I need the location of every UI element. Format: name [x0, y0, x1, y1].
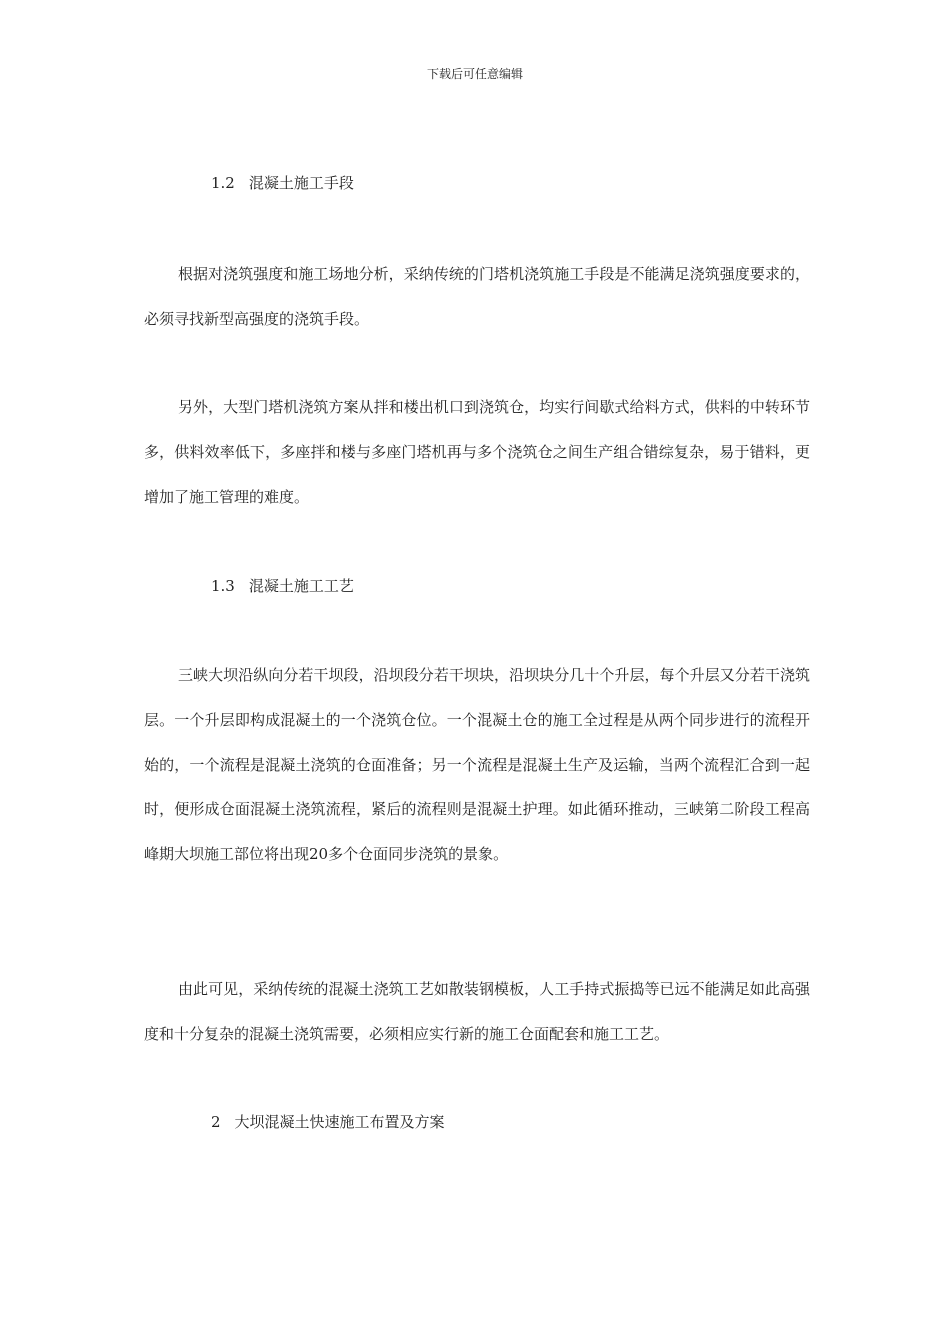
- paragraph-tower-crane-scheme: 另外，大型门塔机浇筑方案从拌和楼出机口到浇筑仓，均实行间歇式给料方式，供料的中转环节多，供料效率低下，多座拌和楼与多座门塔机再与多个浇筑仓之间生产组合错综复杂，易于错料，更增加了施工管理的难度。: [144, 398, 810, 506]
- section-heading-2: [211, 1112, 445, 1132]
- section-heading-1-3: [211, 576, 354, 596]
- section-title: 混凝土施工工艺: [248, 577, 354, 595]
- page-header: 下载后可任意编辑: [426, 67, 523, 81]
- section-title: 混凝土施工手段: [248, 174, 354, 192]
- section-number: 2: [211, 1113, 221, 1131]
- section-heading-1-2: [211, 173, 354, 193]
- section-number: 1.3: [211, 577, 235, 595]
- section-number: 1.2: [211, 174, 235, 192]
- paragraph-casting-means: 根据对浇筑强度和施工场地分析，采纳传统的门塔机浇筑施工手段是不能满足浇筑强度要求的，必须寻找新型高强度的浇筑手段。: [144, 265, 810, 328]
- section-title: 大坝混凝土快速施工布置及方案: [234, 1113, 445, 1131]
- paragraph-conclusion: 由此可见，采纳传统的混凝土浇筑工艺如散装钢模板，人工手持式振捣等已远不能满足如此高强度和十分复杂的混凝土浇筑需要，必须相应实行新的施工仓面配套和施工工艺。: [144, 980, 810, 1043]
- paragraph-three-gorges-dam: 三峡大坝沿纵向分若干坝段，沿坝段分若干坝块，沿坝块分几十个升层，每个升层又分若干浇筑层。一个升层即构成混凝土的一个浇筑仓位。一个混凝土仓的施工全过程是从两个同步进行的流程开始的，一个流程是混凝土浇筑的仓面准备；另一个流程是混凝土生产及运输，当两个流程汇合到一起时，便形成仓面混凝土浇筑流程，紧后的流程则是混凝土护理。如此循环推动，三峡第二阶段工程高峰期大坝施工部位将出现20多个仓面同步浇筑的景象。: [144, 666, 810, 864]
